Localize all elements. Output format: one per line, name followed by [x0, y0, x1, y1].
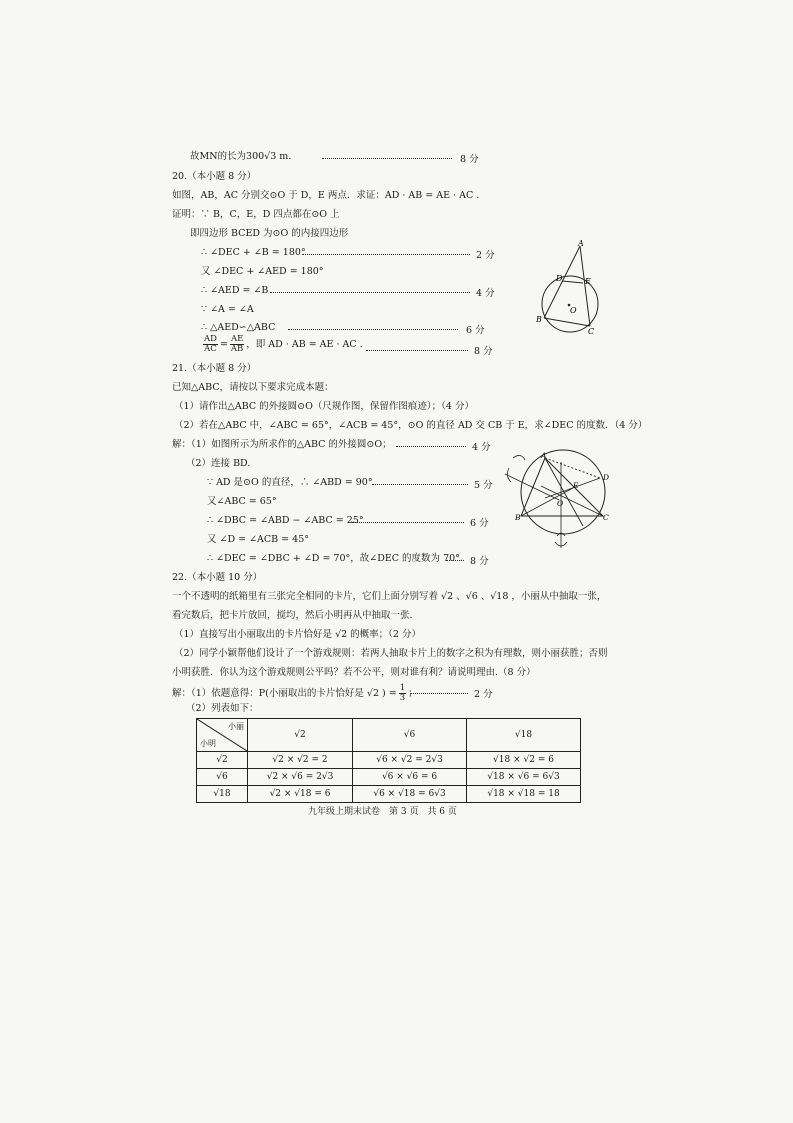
line-de — [562, 281, 583, 283]
circumcircle — [521, 450, 605, 534]
label-b: B — [536, 315, 542, 324]
score-mark: 6 分 — [466, 325, 485, 336]
table-cell: √6 × √18 = 6√3 — [353, 786, 467, 803]
table-header-cell: √2 — [248, 719, 353, 752]
answer-line: ∴ ∠DBC = ∠ABD − ∠ABC = 25° — [207, 515, 364, 526]
label-d: D — [603, 473, 610, 482]
perpendicular-bisector-2 — [505, 474, 559, 500]
table-cell: √2 × √6 = 2√3 — [248, 769, 353, 786]
leader-dots — [366, 350, 468, 351]
table-cell: √6 × √6 = 6 — [353, 769, 467, 786]
table-cell: √2 × √2 = 2 — [248, 752, 353, 769]
proof-line: ∴ △AED∽△ABC — [201, 322, 276, 333]
proof-line: 证明：∵ B，C，E，D 四点都在⊙O 上 — [172, 209, 340, 220]
label-e: E — [573, 481, 579, 490]
score-mark: 4 分 — [476, 288, 495, 299]
score-mark: 8 分 — [460, 154, 479, 165]
question-title: 21.（本小题 8 分） — [172, 363, 257, 374]
fraction: $\frac{AE}{AB}$ — [230, 334, 244, 354]
table-cell: √18 × √18 = 18 — [467, 786, 581, 803]
sub-question: （1）请作出△ABC 的外接圆⊙O（尺规作图，保留作图痕迹）；（4 分） — [174, 401, 474, 412]
label-c: C — [588, 327, 595, 336]
line-ac — [580, 246, 590, 326]
leader-dots — [372, 484, 468, 485]
fraction: $\frac{1}{3}$ — [399, 683, 406, 703]
proof-line: ∴ ∠AED = ∠B — [201, 285, 269, 296]
figure-q20 — [532, 238, 612, 338]
label-d: D — [556, 274, 563, 283]
table-corner-cell — [197, 719, 248, 752]
table-cell: √6 × √2 = 2√3 — [353, 752, 467, 769]
corner-label-top: 小丽 — [228, 722, 244, 731]
score-mark: 2 分 — [474, 689, 493, 700]
label-e: E — [585, 277, 591, 286]
page-footer: 九年级上期末试卷 第 3 页 共 6 页 — [308, 807, 457, 817]
leader-dots — [322, 158, 452, 159]
label-a: B — [515, 513, 521, 522]
construction-arc — [513, 455, 525, 460]
question-title: 20.（本小题 8 分） — [172, 171, 257, 182]
leader-dots — [410, 693, 468, 694]
leader-dots — [396, 446, 466, 447]
text-line: 故MN的长为300√3 m. — [190, 151, 292, 162]
proof-line: ∴ ∠DEC + ∠B = 180° — [201, 247, 306, 258]
label-o: O — [570, 306, 577, 315]
question-statement: 一个不透明的纸箱里有三张完全相同的卡片，它们上面分别写着 √2 、√6 、√18 ，小丽从中抽取一张， — [172, 591, 607, 602]
answer-line: 解：（1）如图所示为所求作的△ABC 的外接圆⊙O； — [172, 439, 392, 450]
corner-label-bottom: 小明 — [200, 739, 216, 748]
table-row-label: √6 — [197, 769, 248, 786]
label-o: O — [557, 499, 564, 508]
label-b: A — [541, 451, 547, 460]
answer-line: （2）列表如下： — [186, 703, 259, 714]
sub-question: （2）同学小颖帮他们设计了一个游戏规则：若两人抽取卡片上的数字之积为有理数，则小丽获胜；否则 — [174, 648, 608, 659]
leader-dots — [288, 329, 458, 330]
score-mark: 8 分 — [474, 346, 493, 357]
leader-dots — [302, 254, 470, 255]
score-mark: 5 分 — [474, 480, 493, 491]
table-row — [197, 752, 581, 769]
score-mark: 6 分 — [470, 518, 489, 529]
table-row-label: √2 — [197, 752, 248, 769]
question-statement: 如图，AB，AC 分别交⊙O 于 D，E 两点．求证：AD · AB = AE · AC . — [172, 190, 480, 201]
answer-line: ∵ AD 是⊙O 的直径，∴ ∠ABD = 90° — [207, 477, 373, 488]
proof-line: 即四边形 BCED 为⊙O 的内接四边形 — [190, 228, 349, 239]
proof-line: ∵ ∠A = ∠A — [201, 304, 254, 315]
sub-question: （2）若在△ABC 中，∠ABC = 65°，∠ACB = 45°，⊙O 的直径 AD 交 CB 于 E，求∠DEC 的度数．（4 分） — [174, 420, 648, 431]
answer-line: 又∠ABC = 65° — [207, 496, 277, 507]
product-table — [196, 718, 581, 803]
table-row — [197, 786, 581, 803]
table-cell: √18 × √6 = 6√3 — [467, 769, 581, 786]
score-mark: 4 分 — [472, 442, 491, 453]
proof-fraction-line: $\frac{AD}{AC}$ = $\frac{AE}{AB}$ ，即 AD · AB = AE · AC . — [204, 334, 363, 354]
table-row — [197, 769, 581, 786]
table-cell: √2 × √18 = 6 — [248, 786, 353, 803]
question-statement: 看完数后，把卡片放回，搅均，然后小明再从中抽取一张. — [172, 610, 413, 621]
table-cell: √18 × √2 = 6 — [467, 752, 581, 769]
score-mark: 8 分 — [470, 556, 489, 567]
label-c: C — [603, 513, 609, 522]
table-row-label: √18 — [197, 786, 248, 803]
leader-dots — [270, 292, 470, 293]
answer-line: 解：（1）依题意得：P(小丽取出的卡片恰好是 √2 ) = $\frac{1}{3}$ ； — [172, 683, 418, 703]
bisector-line-2 — [541, 486, 603, 516]
bisector-line-1 — [521, 488, 573, 516]
table-header-cell: √6 — [353, 719, 467, 752]
sub-question: （1）直接写出小丽取出的卡片恰好是 √2 的概率；（2 分） — [174, 629, 421, 640]
proof-line: 又 ∠DEC + ∠AED = 180° — [201, 266, 324, 277]
answer-line: ∴ ∠DEC = ∠DBC + ∠D = 70°，故∠DEC 的度数为 70°． — [207, 553, 470, 564]
question-title: 22.（本小题 10 分） — [172, 572, 263, 583]
fraction: $\frac{AD}{AC}$ — [204, 334, 217, 354]
answer-line: （2）连接 BD. — [186, 458, 251, 469]
sub-question: 小明获胜．你认为这个游戏规则公平吗？若不公平，则对谁有利？请说明理由.（8 分） — [172, 667, 536, 678]
leader-dots — [352, 522, 464, 523]
table-header-row — [197, 719, 581, 752]
table-header-cell: √18 — [467, 719, 581, 752]
score-mark: 2 分 — [476, 250, 495, 261]
answer-line: 又 ∠D = ∠ACB = 45° — [207, 534, 310, 545]
question-statement: 已知△ABC，请按以下要求完成本题： — [172, 382, 334, 393]
figure-q21 — [503, 448, 633, 556]
label-a: A — [578, 239, 584, 248]
leader-dots — [446, 560, 464, 561]
